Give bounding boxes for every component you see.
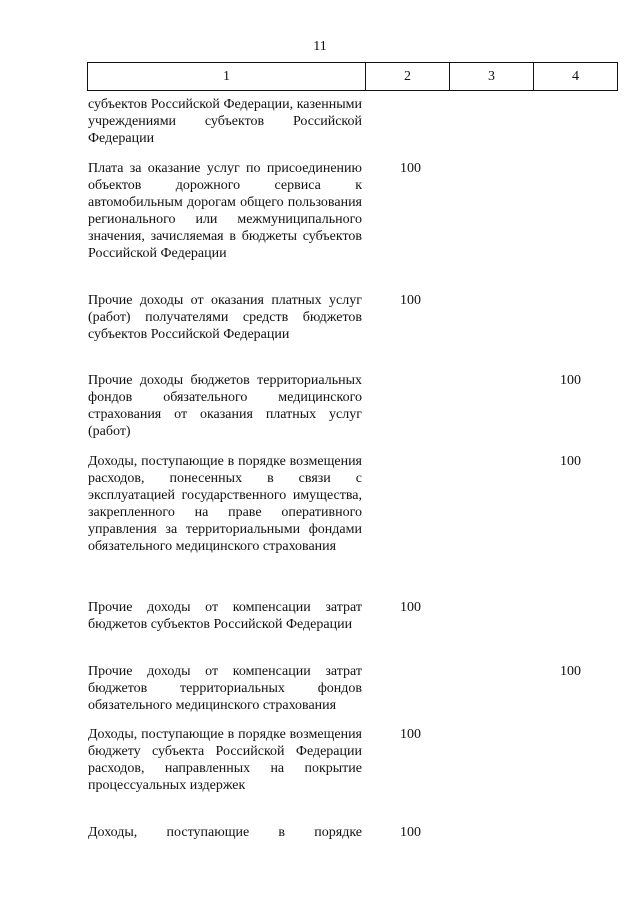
row-value-col4: 100 [560, 664, 581, 679]
row-value-col2: 100 [400, 727, 421, 742]
row-description: Доходы, поступающие в порядке [88, 825, 362, 840]
row-description: Прочие доходы от компенсации затрат бюджетов субъектов Российской Федерации [88, 600, 362, 632]
header-col-2: 2 [366, 63, 450, 91]
table-row [88, 160, 614, 292]
row-description: Прочие доходы от компенсации затрат бюджетов территориальных фондов обязательного медицинского страхования [88, 664, 362, 713]
table-row [88, 726, 614, 824]
row-description: Доходы, поступающие в порядке возмещения расходов, понесенных в связи с эксплуатацией государственного имущества, закрепленного на праве оперативного управления за территориальными фондами обязательного медицинского страхования [88, 454, 362, 554]
header-col-4: 4 [534, 63, 618, 91]
header-col-3: 3 [450, 63, 534, 91]
row-value-col2: 100 [400, 825, 421, 840]
table-row [88, 96, 614, 160]
row-value-col4: 100 [560, 373, 581, 388]
row-description: Плата за оказание услуг по присоединению объектов дорожного сервиса к автомобильным дорогам общего пользования регионального или межмуниципального значения, зачисляемая в бюджеты субъектов Российской Федерации [88, 161, 362, 261]
table-row [88, 599, 614, 663]
header-col-1: 1 [88, 63, 366, 91]
page-number: 11 [313, 39, 327, 54]
table-body [88, 96, 614, 844]
row-value-col2: 100 [400, 161, 421, 176]
row-value-col2: 100 [400, 600, 421, 615]
table-row [88, 372, 614, 453]
table-row [88, 824, 614, 844]
row-value-col2: 100 [400, 293, 421, 308]
table-row [88, 453, 614, 599]
table-header [87, 62, 618, 91]
table-row [88, 663, 614, 726]
row-description: субъектов Российской Федерации, казенными учреждениями субъектов Российской Федерации [88, 97, 362, 146]
row-description: Прочие доходы от оказания платных услуг (работ) получателями средств бюджетов субъектов Российской Федерации [88, 293, 362, 342]
row-value-col4: 100 [560, 454, 581, 469]
row-description: Прочие доходы бюджетов территориальных фондов обязательного медицинского страхования от оказания платных услуг (работ) [88, 373, 362, 439]
header-row [88, 63, 618, 91]
table-row [88, 292, 614, 372]
row-description: Доходы, поступающие в порядке возмещения бюджету субъекта Российской Федерации расходов, направленных на покрытие процессуальных издержек [88, 727, 362, 793]
